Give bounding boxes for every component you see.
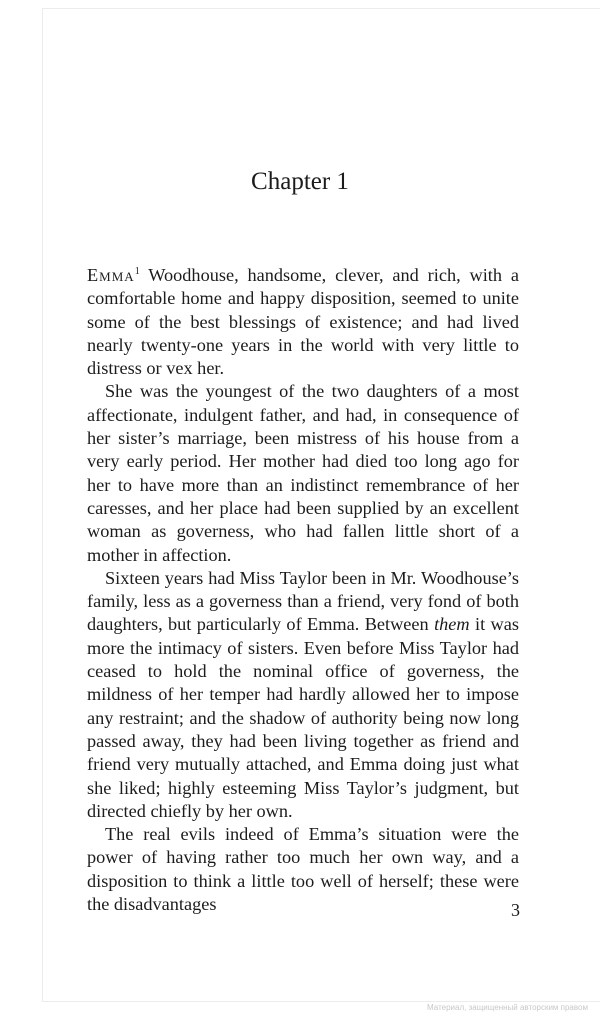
paragraph-2: She was the youngest of the two daughters of a most affectionate, indulgent father, and had, in consequence of her sister’s marriage, been mistress of his house from a very early period. Her mother had died too long ago for her to have more than an indistinct remembrance of her caresses, and her place had been supplied by an excellent woman as governess, who had fallen little short of a mother in affection. <box>87 381 519 565</box>
paragraph-4: The real evils indeed of Emma’s situation were the power of having rather too much her own way, and a disposition to think a little too well of herself; these were the disadvantages <box>87 824 519 915</box>
chapter-body <box>87 264 519 916</box>
paragraph-3-text-after: it was more the intimacy of sisters. Even before Miss Taylor had ceased to hold the nominal office of governess, the mildness of her temper had hardly allowed her to impose any restraint; and the shadow of authority being now long passed away, they had been living together as friend and friend very mutually attached, and Emma doing just what she liked; highly esteeming Miss Taylor’s judgment, but directed chiefly by her own. <box>87 614 519 821</box>
emphasis-them: them <box>434 614 470 635</box>
paragraph-3 <box>87 567 519 823</box>
paragraph-1 <box>87 264 519 380</box>
page-edge-bottom <box>42 1001 600 1002</box>
page-number: 3 <box>511 900 520 920</box>
opening-word: Emma <box>87 265 135 285</box>
copyright-watermark: Материал, защищенный авторским правом <box>427 1003 588 1012</box>
paragraph-1-text: Woodhouse, handsome, clever, and rich, with a comfortable home and happy disposition, seemed to unite some of the best blessings of existence; and had lived nearly twenty-one years in the world with very little to distress or vex her. <box>87 265 519 379</box>
page-edge-top <box>42 8 600 9</box>
paragraph-3-text-before: Sixteen years had Miss Taylor been in Mr. Woodhouse’s family, less as a governess than a friend, very fond of both daughters, but particularly of Emma. Between <box>87 567 519 635</box>
page-edge-left <box>42 8 43 1002</box>
footnote-reference[interactable]: 1 <box>134 266 140 277</box>
chapter-title: Chapter 1 <box>251 168 349 195</box>
